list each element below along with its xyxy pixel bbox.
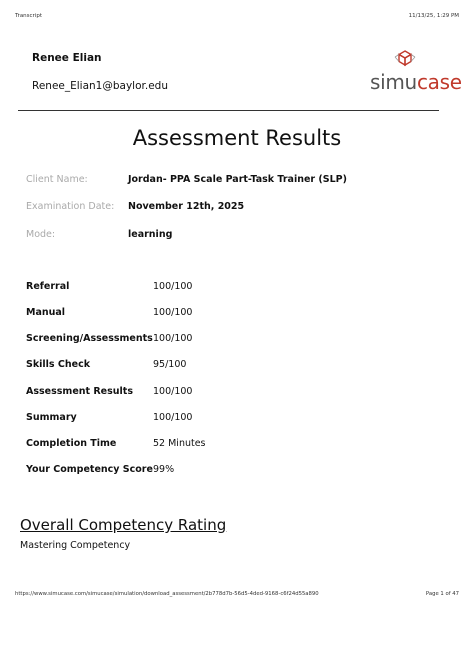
meta-value: learning	[128, 229, 173, 240]
meta-label: Client Name:	[26, 174, 88, 185]
page-title: Assessment Results	[132, 126, 342, 150]
score-label: Skills Check	[26, 359, 91, 370]
user-name: Renee Elian	[32, 52, 102, 64]
meta-label: Examination Date:	[26, 201, 115, 212]
meta-value: Jordan- PPA Scale Part-Task Trainer (SLP)	[128, 174, 347, 185]
score-label: Your Competency Score	[26, 464, 153, 475]
score-value: 100/100	[153, 386, 193, 397]
logo-wordmark-part1: simu	[370, 70, 417, 94]
score-value: 95/100	[153, 359, 187, 370]
meta-value: November 12th, 2025	[128, 201, 245, 212]
score-label: Manual	[26, 307, 66, 318]
score-label: Assessment Results	[26, 386, 133, 397]
score-value: 99%	[153, 464, 175, 475]
score-value: 52 Minutes	[153, 438, 206, 449]
user-email: Renee_Elian1@baylor.edu	[32, 80, 168, 92]
print-header-datetime: 11/13/25, 1:29 PM	[408, 13, 459, 19]
score-label: Referral	[26, 281, 70, 292]
logo-wordmark	[370, 70, 462, 94]
print-footer	[15, 591, 459, 601]
simucase-logo	[370, 50, 462, 96]
score-value: 100/100	[153, 333, 193, 344]
print-header-title: Transcript	[15, 13, 42, 19]
print-footer-page: Page 1 of 47	[425, 591, 459, 597]
score-value: 100/100	[153, 307, 193, 318]
score-label: Summary	[26, 412, 77, 423]
print-footer-url: https://www.simucase.com/simucase/simulation/download_assessment/2b778d7b-56d5-4ded-9168-c6f24d55a890	[15, 591, 319, 597]
cube-logo-icon	[394, 50, 416, 68]
print-header	[15, 13, 459, 23]
meta-label: Mode:	[26, 229, 56, 240]
header-divider	[18, 110, 439, 111]
overall-rating-value: Mastering Competency	[20, 540, 131, 551]
score-label: Completion Time	[26, 438, 117, 449]
overall-rating-heading: Overall Competency Rating	[20, 516, 227, 534]
logo-wordmark-part2: case	[416, 70, 462, 94]
score-value: 100/100	[153, 412, 193, 423]
score-label: Screening/Assessments	[26, 333, 153, 344]
score-value: 100/100	[153, 281, 193, 292]
